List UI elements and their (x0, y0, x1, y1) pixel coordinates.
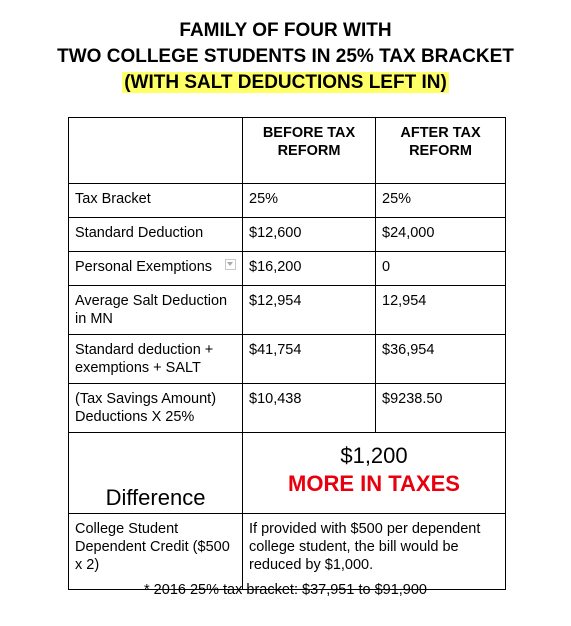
row-before: $12,954 (243, 286, 376, 335)
difference-label: Difference (69, 433, 243, 514)
table-row (69, 384, 506, 433)
difference-note: MORE IN TAXES (288, 471, 460, 496)
comparison-table (68, 117, 506, 590)
difference-amount: $1,200 (340, 443, 408, 468)
title-line-3 (0, 71, 571, 95)
table-row (69, 335, 506, 384)
row-label: Average Salt Deduction in MN (69, 286, 243, 335)
credit-text: If provided with $500 per dependent college student, the bill would be reduced by $1,000. (243, 514, 506, 590)
row-before: $10,438 (243, 384, 376, 433)
row-after: 12,954 (376, 286, 506, 335)
row-label: (Tax Savings Amount) Deductions X 25% (69, 384, 243, 433)
table-row (69, 184, 506, 218)
row-label-cell[interactable] (69, 252, 243, 286)
row-after: $9238.50 (376, 384, 506, 433)
header-before: BEFORE TAX REFORM (243, 118, 376, 184)
table-row (69, 218, 506, 252)
difference-row (69, 433, 506, 514)
row-after: 0 (376, 252, 506, 286)
row-label: Standard deduction + exemptions + SALT (69, 335, 243, 384)
row-before: $16,200 (243, 252, 376, 286)
footnote: * 2016 25% tax bracket: $37,951 to $91,900 (144, 582, 427, 598)
difference-cell (243, 433, 506, 514)
row-before: $41,754 (243, 335, 376, 384)
row-after: 25% (376, 184, 506, 218)
row-before: $12,600 (243, 218, 376, 252)
row-label: Personal Exemptions (75, 259, 213, 275)
row-label: Tax Bracket (69, 184, 243, 218)
credit-row (69, 514, 506, 590)
header-empty (69, 118, 243, 184)
credit-label: College Student Dependent Credit ($500 x 2) (69, 514, 243, 590)
header-after: AFTER TAX REFORM (376, 118, 506, 184)
row-label: Standard Deduction (69, 218, 243, 252)
title-line-2: TWO COLLEGE STUDENTS IN 25% TAX BRACKET (57, 46, 514, 67)
table-row (69, 252, 506, 286)
table-header-row (69, 118, 506, 184)
table-row (69, 286, 506, 335)
row-before: 25% (243, 184, 376, 218)
row-after: $24,000 (376, 218, 506, 252)
title-line-1: FAMILY OF FOUR WITH (179, 20, 392, 41)
row-after: $36,954 (376, 335, 506, 384)
dropdown-arrow-icon[interactable] (225, 259, 236, 270)
highlighted-subtitle: (WITH SALT DEDUCTIONS LEFT IN) (124, 72, 447, 93)
